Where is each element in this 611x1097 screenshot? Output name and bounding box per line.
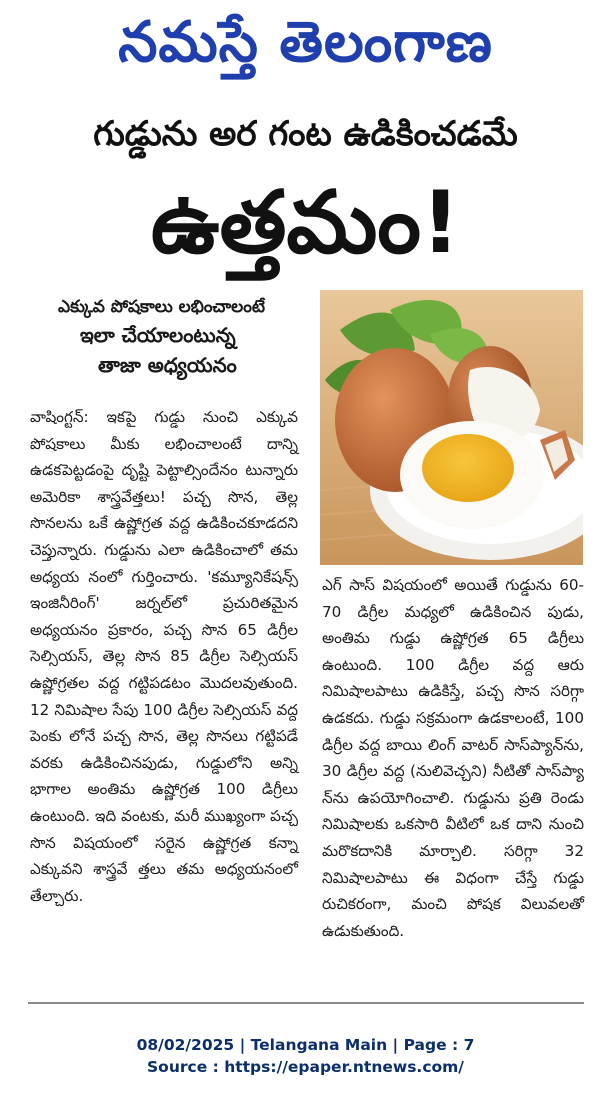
kicker-line-3: తాజా అధ్యయనం	[98, 353, 237, 377]
bottom-divider	[28, 1002, 584, 1004]
source-link[interactable]: Source : https://epaper.ntnews.com/	[147, 1058, 464, 1076]
boiled-eggs-photo	[320, 290, 583, 565]
kicker	[36, 294, 306, 380]
masthead-title: నమస్తే తెలంగాణ	[118, 10, 493, 75]
headline-line-1: గుడ్డును అర గంట ఉడికించడమే	[93, 114, 518, 154]
edition-info: 08/02/2025 | Telangana Main | Page : 7	[136, 1036, 475, 1054]
kicker-line-2: ఇలా చేయాలంటున్న	[80, 323, 236, 347]
article-column-left: వాషింగ్టన్: ఇకపై గుడ్డు నుంచి ఎక్కువ పోషకాలు మీకు లభించాలంటే దాన్ని ఉడకపెట్టడంపై దృష్టి పెట్టాల్సిందేనం టున్నారు అమెరికా శాస్త్రవేత్తలు! పచ్చ సొన, తెల్ల సొనలను ఒకే ఉష్ణోగ్రత వద్ద ఉడికించకూడదని చెప్తున్నారు. గుడ్డును ఎలా ఉడికించాలో తమ అధ్యయ నంలో గుర్తించారు. 'కమ్యూనికేషన్స్ ఇంజినీరింగ్' జర్నల్‌లో ప్రచురితమైన అధ్యయనం ప్రకారం, పచ్చ సొన 65 డిగ్రీల సెల్సియస్, తెల్ల సొన 85 డిగ్రీల సెల్సియస్ ఉష్ణోగ్రతల వద్ద గట్టిపడటం మొదలవుతుంది. 12 నిమిషాల సేపు 100 డిగ్రీల సెల్సియస్ వద్ద పెంకు లోనే పచ్చ సొన, తెల్ల సొనలు గట్టిపడే వరకు ఉడికించినపుడు, గుడ్డులోని అన్ని భాగాల అంతిమ ఉష్ణోగ్రత 100 డిగ్రీలు ఉంటుంది. ఇది వంటకు, మరీ ముఖ్యంగా పచ్చ సొన విషయంలో సరైన ఉష్ణోగ్రత కన్నా ఎక్కువని శాస్త్రవే త్తలు తమ అధ్యయనంలో తేల్చారు.	[30, 408, 298, 905]
headline-line-2: ఉత్తమం!	[150, 173, 461, 273]
article-column-right: ఎగ్ సాస్ విషయంలో అయితే గుడ్డును 60-70 డిగ్రీల మధ్యలో ఉడికించిన పుడు, అంతిమ గుడ్డు ఉష్ణోగ్రత 65 డిగ్రీలు ఉంటుంది. 100 డిగ్రీల వద్ద ఆరు నిమిషాలపాటు ఉడికిస్తే, పచ్చ సొన సరిగ్గా ఉడకదు. గుడ్డు సక్రమంగా ఉడకాలంటే, 100 డిగ్రీల వద్ద బాయి లింగ్ వాటర్ సాస్‌ప్యాన్‌ను, 30 డిగ్రీల వద్ద (నులివెచ్చని) నీటితో సాస్‌ప్యా న్‌ను ఉపయోగించాలి. గుడ్డును ప్రతి రెండు నిమిషాలకు ఒకసారి వీటిలో ఒక దాని నుంచి మరొకదానికి మార్చాలి. సరిగ్గా 32 నిమిషాలపాటు ఈ విధంగా చేస్తే గుడ్డు రుచికరంగా, మంచి పోషక విలువలతో ఉడుకుతుంది.	[322, 576, 584, 940]
kicker-line-1: ఎక్కువ పోషకాలు లభించాలంటే	[58, 297, 265, 317]
